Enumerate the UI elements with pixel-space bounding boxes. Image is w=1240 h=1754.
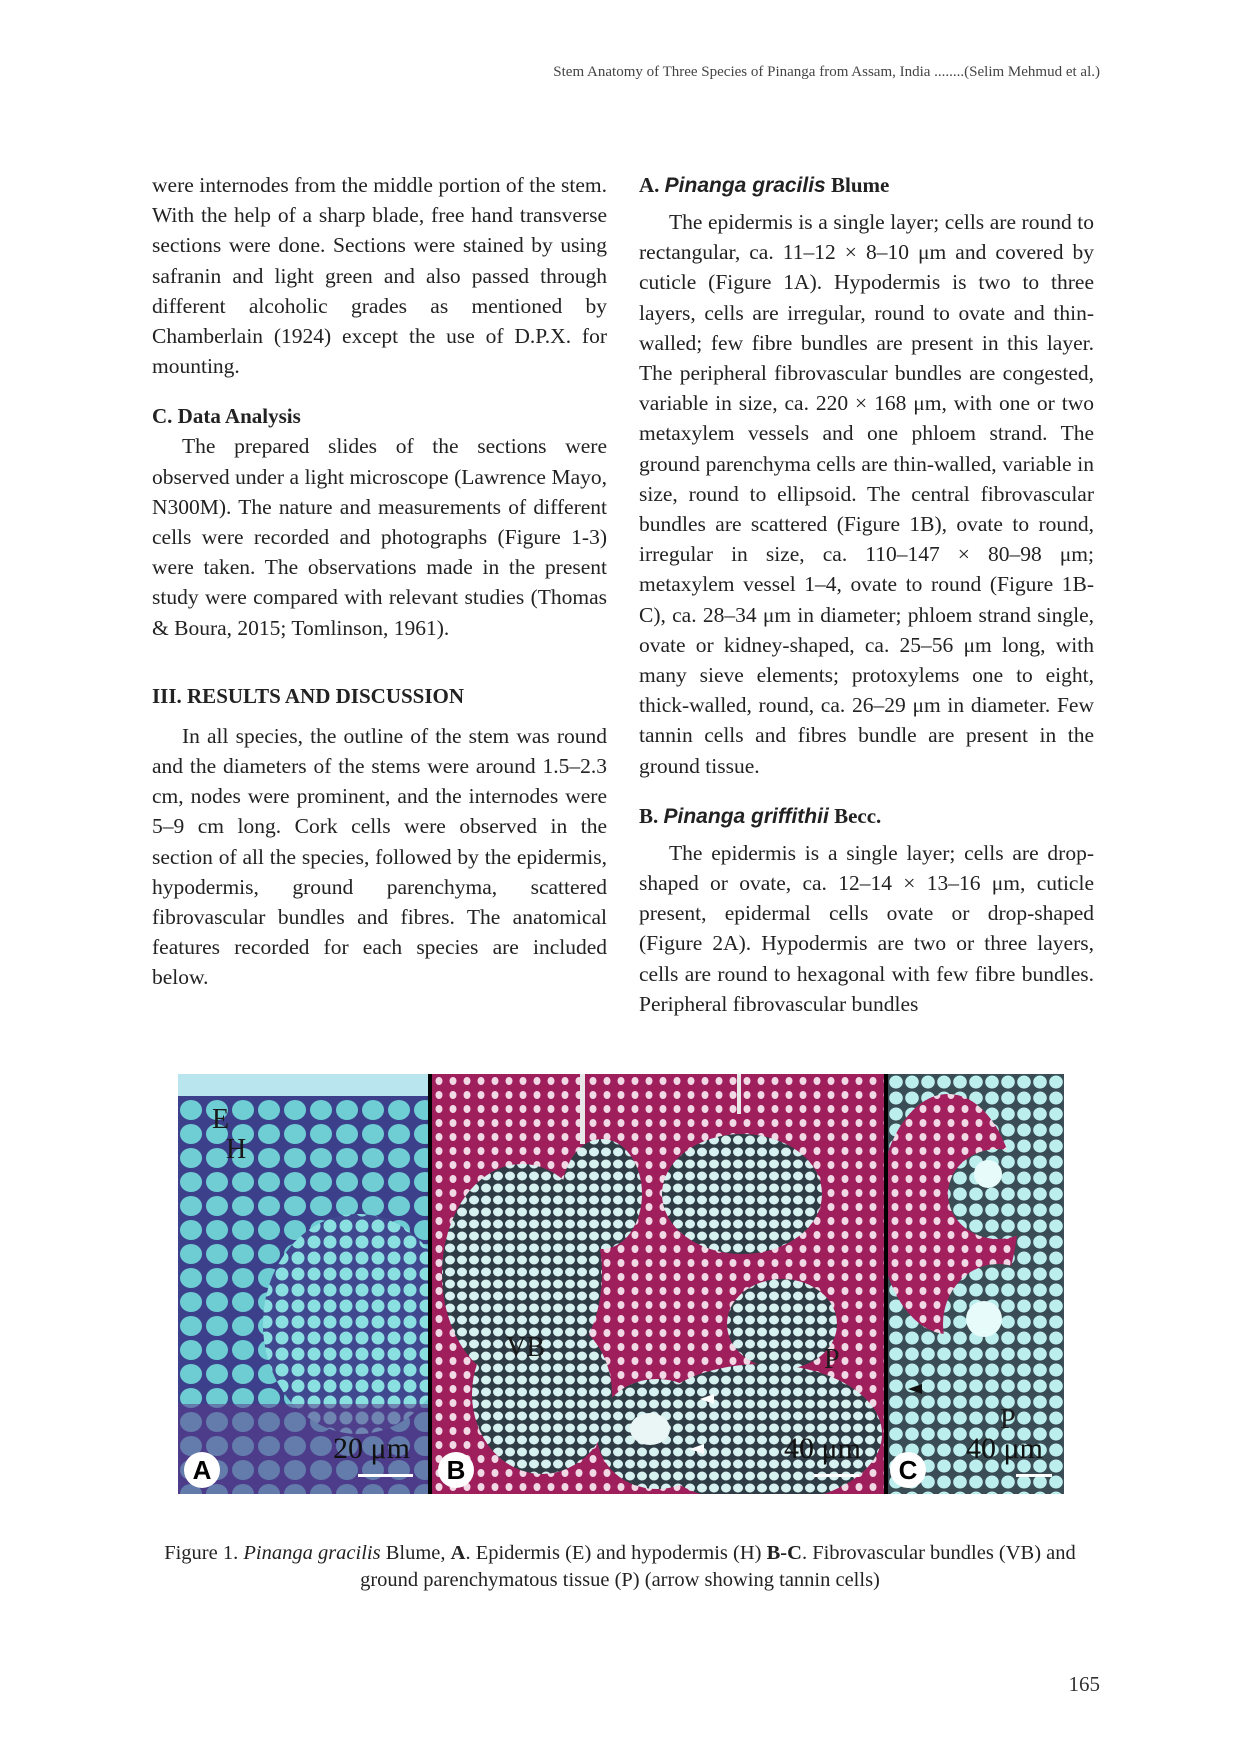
heading-prefix: B. bbox=[639, 803, 659, 828]
scale-bar-b bbox=[814, 1474, 859, 1477]
caption-species: Pinanga gracilis bbox=[243, 1542, 381, 1564]
scale-label-a: 20 μm bbox=[333, 1432, 410, 1465]
label-parenchyma: P bbox=[824, 1344, 840, 1375]
species-heading-gracilis bbox=[639, 170, 1094, 201]
data-analysis-paragraph: The prepared slides of the sections were observed under a light microscope (Lawrence Mayo, N300M). The nature and measurements of different cells were recorded and photographs (Figure 1-3) were taken. The observations made in the present study were compared with relevant studies (Thomas & Boura, 2015; Tomlinson, 1961). bbox=[152, 434, 607, 640]
caption-lead: Figure 1. bbox=[164, 1542, 244, 1564]
caption-panel-a: A bbox=[450, 1542, 466, 1564]
panel-b-micrograph bbox=[432, 1074, 884, 1494]
scale-label-c: 40 μm bbox=[966, 1432, 1043, 1465]
panel-letter-b: B bbox=[438, 1452, 474, 1488]
scale-bar-c bbox=[1016, 1474, 1052, 1477]
label-parenchyma-c: P bbox=[1000, 1404, 1016, 1435]
caption-text: . Epidermis (E) and hypodermis (H) bbox=[465, 1542, 767, 1564]
section-heading-data-analysis: C. Data Analysis bbox=[152, 404, 301, 429]
species-author: Blume bbox=[830, 173, 890, 197]
label-hypodermis: H bbox=[226, 1134, 247, 1165]
running-header: Stem Anatomy of Three Species of Pinanga from Assam, India ........(Selim Mehmud et al.) bbox=[553, 64, 1100, 80]
heading-prefix: A. bbox=[639, 173, 660, 197]
gracilis-paragraph: The epidermis is a single layer; cells are round to rectangular, ca. 11–12 × 8–10 μm and covered by cuticle (Figure 1A). Hypodermis is two to three layers, cells are irregular, round to ovate and thin-walled; few fibre bundles are present in this layer. The peripheral fibrovascular bundles are congested, variable in size, ca. 220 × 168 μm, with one or two metaxylem vessels and one phloem strand. The ground parenchyma cells are thin-walled, variable in size, round to ellipsoid. The central fibrovascular bundles are scattered (Figure 1B), ovate to round, irregular in size, ca. 110–147 × 80–98 μm; metaxylem vessel 1–4, ovate to round (Figure 1B-C), ca. 28–34 μm in diameter; phloem strand single, ovate or kidney-shaped, ca. 25–56 μm long, with many sieve elements; protoxylems one to eight, thick-walled, round, ca. 26–29 μm in diameter. Few tannin cells and fibres bundle are present in the ground tissue. bbox=[639, 210, 1094, 778]
panel-letter-c: C bbox=[890, 1452, 926, 1488]
panel-c-micrograph bbox=[888, 1074, 1064, 1494]
figure-1-micrographs bbox=[178, 1074, 1064, 1494]
species-author: Becc. bbox=[834, 803, 882, 828]
label-epidermis: E bbox=[212, 1104, 230, 1135]
left-column bbox=[152, 170, 607, 993]
scale-bar-a bbox=[358, 1474, 413, 1477]
scale-label-b: 40 μm bbox=[784, 1432, 861, 1465]
caption-panel-bc: B-C bbox=[766, 1542, 802, 1564]
page-number: 165 bbox=[1068, 1672, 1100, 1696]
results-paragraph: In all species, the outline of the stem was round and the diameters of the stems were around 1.5–2.3 cm, nodes were prominent, and the internodes were 5–9 cm long. Cork cells were observed in the section of all the species, followed by the epidermis, hypodermis, ground parenchyma, scattered fibrovascular bundles and fibres. The anatomical features recorded for each species are included below. bbox=[152, 723, 607, 990]
species-name: Pinanga gracilis bbox=[664, 174, 826, 197]
species-heading-griffithii bbox=[639, 801, 1094, 832]
methods-paragraph: were internodes from the middle portion of the stem. With the help of a sharp blade, free hand transverse sections were done. Sections were stained by using safranin and light green and also passed through different alcoholic grades as mentioned by Chamberlain (1924) except the use of D.P.X. for mounting. bbox=[152, 173, 607, 379]
figure-caption bbox=[140, 1540, 1100, 1594]
caption-text: . Fibrovascular bundles (VB) and ground parenchymatous tissue (P) (arrow showing tannin cells) bbox=[360, 1542, 1076, 1591]
caption-text: Blume, bbox=[380, 1542, 451, 1564]
right-column bbox=[639, 170, 1094, 1019]
section-heading-results: III. RESULTS AND DISCUSSION bbox=[152, 683, 465, 708]
species-name: Pinanga griffithii bbox=[663, 804, 829, 828]
label-vascular-bundle: VB bbox=[506, 1332, 545, 1363]
panel-a-micrograph bbox=[178, 1074, 428, 1494]
griffithii-paragraph: The epidermis is a single layer; cells are drop-shaped or ovate, ca. 12–14 × 13–16 μm, cuticle present, epidermal cells ovate or drop-shaped (Figure 2A). Hypodermis are two or three layers, cells are round to hexagonal with few fibre bundles. Peripheral fibrovascular bundles bbox=[639, 840, 1094, 1016]
panel-letter-a: A bbox=[184, 1452, 220, 1488]
